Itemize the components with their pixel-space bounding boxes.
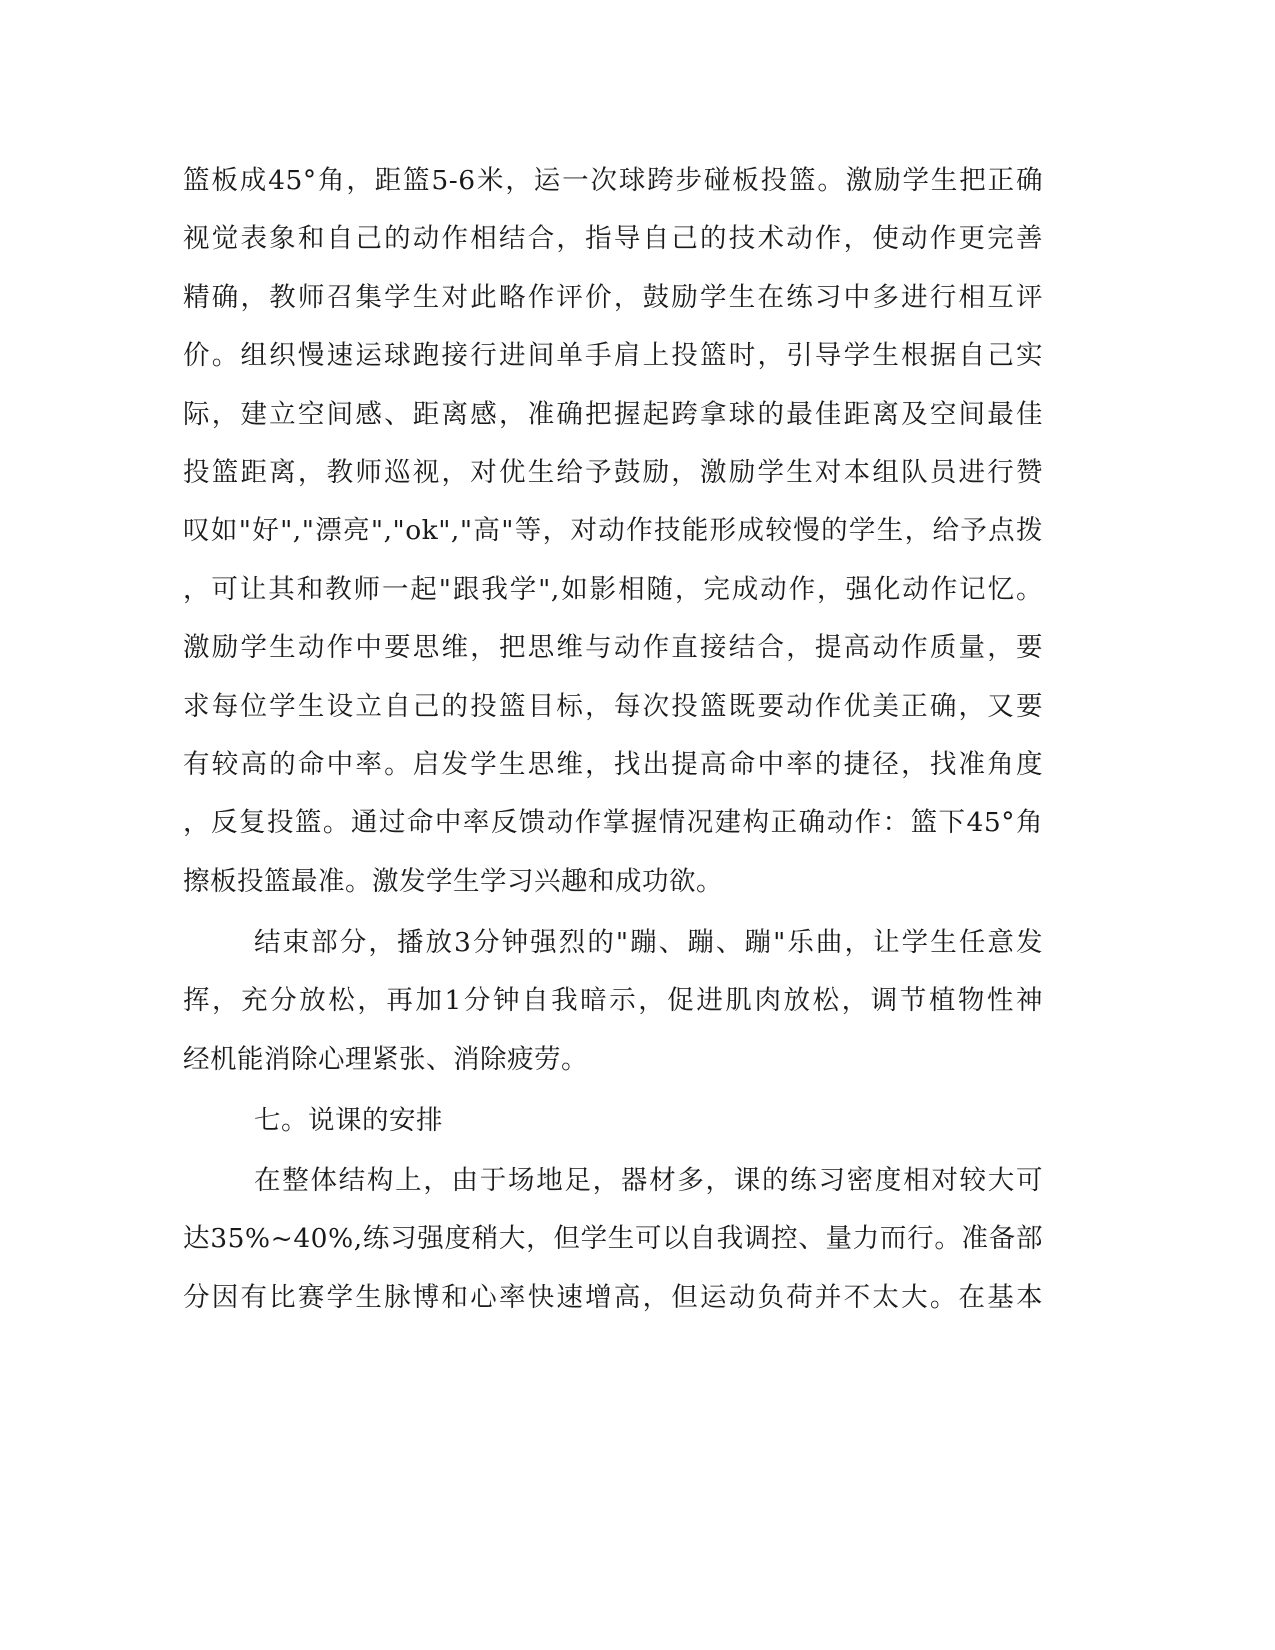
- paragraph-line: 结束部分，播放3分钟强烈的"蹦、蹦、蹦"乐曲，让学生任意发: [254, 927, 1043, 958]
- paragraph-line: 精确，教师召集学生对此略作评价，鼓励学生在练习中多进行相互评: [183, 282, 1043, 313]
- paragraph-line: 求每位学生设立自己的投篮目标，每次投篮既要动作优美正确，又要: [183, 691, 1043, 722]
- paragraph-line: 达35%~40%,练习强度稍大，但学生可以自我调控、量力而行。准备部: [183, 1223, 1043, 1254]
- paragraph-line: ，反复投篮。通过命中率反馈动作掌握情况建构正确动作：篮下45°角: [183, 807, 1043, 838]
- paragraph-line: 价。组织慢速运球跑接行进间单手肩上投篮时，引导学生根据自己实: [183, 340, 1043, 371]
- paragraph-line: 叹如"好","漂亮","ok","高"等，对动作技能形成较慢的学生，给予点拨: [183, 515, 1043, 546]
- section-heading: 七。说课的安排: [254, 1105, 443, 1136]
- paragraph-line: 有较高的命中率。启发学生思维，找出提高命中率的捷径，找准角度: [183, 749, 1043, 780]
- paragraph-line: 经机能消除心理紧张、消除疲劳。: [183, 1044, 588, 1075]
- paragraph-line: 篮板成45°角，距篮5-6米，运一次球跨步碰板投篮。激励学生把正确: [183, 165, 1043, 196]
- paragraph-line: 擦板投篮最准。激发学生学习兴趣和成功欲。: [183, 866, 723, 897]
- paragraph-line: 激励学生动作中要思维，把思维与动作直接结合，提高动作质量，要: [183, 632, 1043, 663]
- paragraph-line: 投篮距离，教师巡视，对优生给予鼓励，激励学生对本组队员进行赞: [183, 457, 1043, 488]
- paragraph-line: ，可让其和教师一起"跟我学",如影相随，完成动作，强化动作记忆。: [183, 574, 1043, 605]
- paragraph-line: 视觉表象和自己的动作相结合，指导自己的技术动作，使动作更完善: [183, 223, 1043, 254]
- paragraph-line: 挥，充分放松，再加1分钟自我暗示，促进肌肉放松，调节植物性神: [183, 985, 1043, 1016]
- paragraph-line: 在整体结构上，由于场地足，器材多，课的练习密度相对较大可: [254, 1165, 1043, 1196]
- paragraph-line: 分因有比赛学生脉博和心率快速增高，但运动负荷并不太大。在基本: [183, 1282, 1043, 1313]
- paragraph-line: 际，建立空间感、距离感，准确把握起跨拿球的最佳距离及空间最佳: [183, 399, 1043, 430]
